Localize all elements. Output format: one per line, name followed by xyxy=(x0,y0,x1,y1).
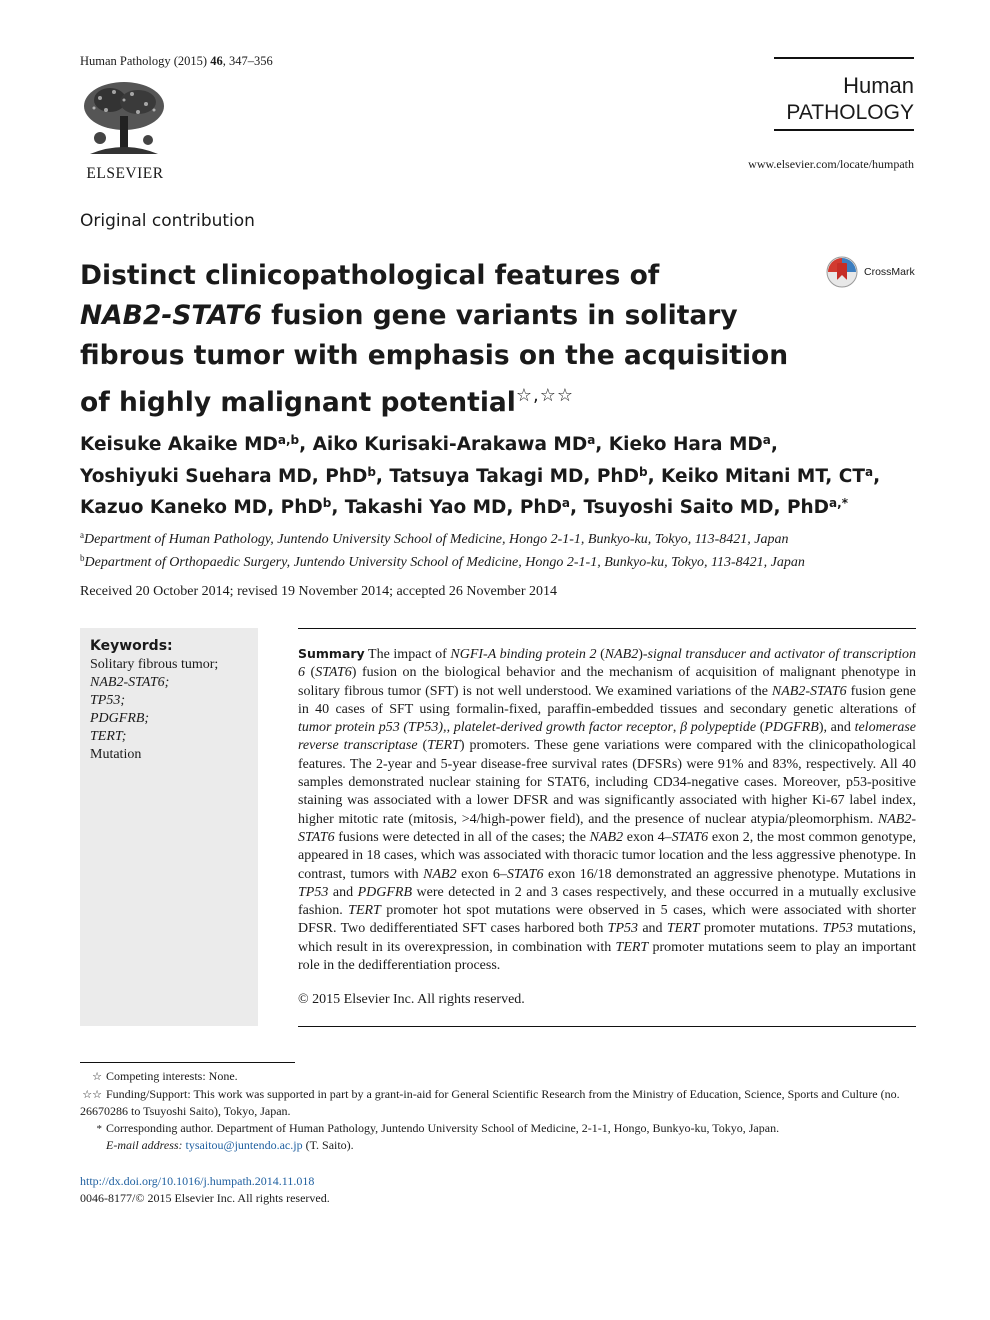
abstract-gene: TERT xyxy=(427,738,460,754)
abstract-gene: TERT xyxy=(615,939,649,955)
section-label: Original contribution xyxy=(80,211,255,231)
abstract-text: , xyxy=(672,720,681,736)
brand-line-human: Human xyxy=(843,73,914,98)
abstract-gene: NAB2-STAT6 xyxy=(771,683,847,699)
article-history-dates: Received 20 October 2014; revised 19 November 2014; accepted 26 November 2014 xyxy=(80,584,558,599)
footnote-mark: * xyxy=(96,1122,102,1135)
keywords-panel xyxy=(80,628,258,1026)
journal-brand xyxy=(774,57,914,131)
crossmark-button[interactable] xyxy=(826,256,918,292)
footnote-email xyxy=(80,1137,920,1154)
author-separator: , xyxy=(299,434,313,455)
footnote-mark: ☆ xyxy=(92,1071,102,1083)
author-affiliation-mark[interactable]: a xyxy=(762,433,771,447)
author-name[interactable]: Keiko Mitani MT, CT xyxy=(661,465,865,487)
abstract-text: ) promoters. These gene variations were compared with the clinicopathological features. The 2-year and 5-year disease-free survival rates (DFSRs) were 91% and 83%, respectively. All 40 samples demonstrated nuclear staining for STAT6, including CD34-negative cases. Moreover, p53-positive staining was associated with a lower DFSR and was significantly associated with higher Ki-67 label index, higher mitotic rate (mitosis, >4/high-power field), and the presence of nuclear atypia/pleomorphism. xyxy=(298,738,917,827)
title-gene-name: NAB2-STAT6 xyxy=(80,300,262,331)
crossmark-icon xyxy=(826,256,858,288)
title-footnote-marks[interactable]: ☆,☆☆ xyxy=(515,385,575,406)
abstract-text: fusions were detected in all of the cases; the xyxy=(334,829,590,845)
author-affiliation-mark[interactable]: b xyxy=(638,464,648,479)
footnotes xyxy=(80,1068,920,1154)
abstract-text: and xyxy=(638,921,667,937)
author-line-2 xyxy=(80,459,920,491)
elsevier-logo xyxy=(80,80,170,180)
email-link[interactable]: tysaitou@juntendo.ac.jp xyxy=(185,1138,303,1153)
affiliation-text: Department of Orthopaedic Surgery, Juntendo University School of Medicine, Hongo 2-1-1, Bunkyo-ku, Tokyo, 113-8421, Japan xyxy=(84,555,805,570)
author-separator: , xyxy=(570,497,584,518)
author-separator: , xyxy=(595,434,609,455)
abstract-text: exon 4– xyxy=(623,829,672,845)
abstract-text: ( xyxy=(305,665,316,681)
author-line-3 xyxy=(80,490,920,522)
abstract-gene: β polypeptide xyxy=(680,720,757,736)
abstract-gene: NAB2 xyxy=(423,866,457,882)
keyword-item[interactable]: NAB2-STAT6; xyxy=(90,675,170,690)
elsevier-tree-icon xyxy=(80,80,168,158)
abstract-gene: TERT xyxy=(666,921,700,937)
abstract-text: and xyxy=(328,884,358,900)
author-affiliation-mark[interactable]: a,* xyxy=(829,496,848,510)
abstract-gene: STAT6 xyxy=(671,829,709,845)
footnote-rule xyxy=(80,1062,295,1063)
abstract-summary xyxy=(298,645,916,975)
keyword-item[interactable]: Mutation xyxy=(90,747,142,762)
abstract-text: promoter mutations. xyxy=(699,921,823,937)
author-name[interactable]: Tsuyoshi Saito MD, PhD xyxy=(583,497,830,518)
abstract-text: ( xyxy=(596,647,605,662)
abstract-gene: PDGFRB xyxy=(357,884,413,900)
abstract-lead: Summary xyxy=(298,646,365,661)
brand-rule-bottom xyxy=(774,129,914,131)
abstract-text: exon 2, the most common genotype, appeared in 18 cases, which was associated with thoracic tumor location and the less aggressive phenotype. In contrast, tumors with xyxy=(298,829,916,882)
abstract-copyright: © 2015 Elsevier Inc. All rights reserved. xyxy=(298,992,525,1007)
affiliations xyxy=(80,526,920,572)
author-name[interactable]: Kieko Hara MD xyxy=(608,434,763,455)
author-line-1 xyxy=(80,427,920,459)
abstract-text: ), and xyxy=(818,720,855,736)
abstract-gene: STAT6 xyxy=(506,866,544,882)
keywords-heading: Keywords: xyxy=(90,638,173,654)
author-affiliation-mark[interactable]: b xyxy=(322,496,332,510)
author-separator: , xyxy=(375,465,390,487)
abstract-text: exon 6– xyxy=(456,866,507,882)
abstract-gene: TP53 xyxy=(298,884,329,900)
title-line-3: fibrous tumor with emphasis on the acquisition xyxy=(80,340,789,371)
abstract-gene: TP53 xyxy=(822,921,853,937)
abstract-text: ) fusion on the biological behavior and the mechanism of acquisition of malignant phenotype in solitary fibrous tumor (SFT) is not well understood. We examined variations of the xyxy=(298,665,916,699)
author-separator: , xyxy=(873,465,881,487)
journal-volume: 46 xyxy=(210,54,223,68)
abstract-gene: NGFI-A binding protein 2 xyxy=(450,647,597,662)
title-line-4-text: of highly malignant potential xyxy=(80,387,516,418)
abstract-gene: NAB2 xyxy=(589,829,624,845)
affiliation-a xyxy=(80,526,920,549)
elsevier-wordmark: ELSEVIER xyxy=(86,165,164,182)
abstract-text: )- xyxy=(638,647,648,662)
author-affiliation-mark[interactable]: b xyxy=(367,464,376,479)
abstract-gene: NAB2-STAT6 xyxy=(298,811,916,845)
abstract-text: , xyxy=(446,720,454,736)
abstract-rule-bottom xyxy=(298,1026,916,1027)
abstract-text: ( xyxy=(756,720,765,736)
affiliation-mark: b xyxy=(80,553,85,563)
abstract-gene: NAB2 xyxy=(604,647,639,662)
author-name[interactable]: Aiko Kurisaki-Arakawa MD xyxy=(312,434,588,455)
journal-url-link[interactable]: www.elsevier.com/locate/humpath xyxy=(748,157,914,171)
footnote-competing-interests xyxy=(80,1068,920,1086)
keyword-item[interactable]: TP53; xyxy=(90,693,125,708)
abstract-gene: STAT6 xyxy=(315,665,352,681)
author-name[interactable]: Takashi Yao MD, PhD xyxy=(344,497,562,518)
abstract-text: mutations, which result in its overexpression, in combination with xyxy=(298,921,916,955)
footnote-text: Corresponding author. Department of Human Pathology, Juntendo University School of Medicine, 2-1-1, Hongo, Bunkyo-ku, Tokyo, Japan. xyxy=(106,1120,780,1135)
author-separator: , xyxy=(331,497,345,518)
keyword-item[interactable]: Solitary fibrous tumor; xyxy=(90,657,219,672)
affiliation-text: Department of Human Pathology, Juntendo University School of Medicine, Hongo 2-1-1, Bunkyo-ku, Tokyo, 113-8421, Japan xyxy=(84,532,789,547)
abstract-gene: TP53 xyxy=(607,921,638,937)
author-name[interactable]: Keisuke Akaike MD xyxy=(80,434,278,455)
journal-name: Human Pathology xyxy=(80,54,171,68)
author-affiliation-mark[interactable]: a,b xyxy=(277,433,300,447)
footnote-funding xyxy=(80,1086,920,1120)
affiliation-mark: a xyxy=(80,530,84,540)
email-label: E-mail address: xyxy=(106,1138,183,1153)
crossmark-label: CrossMark xyxy=(864,266,915,278)
title-line-2 xyxy=(80,296,800,336)
author-separator: , xyxy=(647,465,662,487)
abstract-text: fusion gene in 40 cases of SFT using formalin-fixed, paraffin-embedded tissues and secondary genetic alterations of xyxy=(298,683,916,717)
keyword-item[interactable]: PDGFRB; xyxy=(90,711,150,726)
abstract-gene: platelet-derived growth factor receptor xyxy=(453,720,673,736)
abstract-rule-top xyxy=(298,628,916,629)
footnote-text: Funding/Support: This work was supported in part by a grant-in-aid for General Scientific Research from the Ministry of Education, Science, Sports and Culture (no. 26670286 to Tsuyoshi Saito), Tokyo, Japan. xyxy=(80,1086,900,1119)
footnote-mark: ☆☆ xyxy=(82,1088,102,1101)
journal-citation xyxy=(80,54,273,69)
brand-line-pathology: PATHOLOGY xyxy=(786,101,914,124)
email-suffix: (T. Saito). xyxy=(302,1138,354,1153)
keyword-item[interactable]: TERT; xyxy=(90,729,127,744)
author-name[interactable]: Tatsuya Takagi MD, PhD xyxy=(389,465,639,487)
author-affiliation-mark[interactable]: a xyxy=(587,433,596,447)
abstract-text: promoter mutations seem to play an important role in the dedifferentiation process. xyxy=(298,939,917,974)
footnote-corresponding-author xyxy=(80,1120,920,1138)
title-line-4 xyxy=(80,376,800,423)
footnote-text: Competing interests: None. xyxy=(106,1069,238,1083)
abstract-text: exon 16/18 demonstrated an aggressive phenotype. Mutations in xyxy=(543,866,916,882)
article-title xyxy=(80,256,800,423)
author-affiliation-mark[interactable]: a xyxy=(561,496,571,510)
title-line-1: Distinct clinicopathological features of xyxy=(80,260,660,291)
journal-year: (2015) xyxy=(173,54,208,68)
author-affiliation-mark[interactable]: a xyxy=(864,464,874,479)
abstract-gene: telomerase reverse transcriptase xyxy=(298,720,917,754)
author-separator: , xyxy=(770,434,778,455)
abstract-gene: PDGFRB xyxy=(764,720,819,736)
abstract-text: The impact of xyxy=(364,647,451,662)
abstract-gene: TERT xyxy=(348,903,381,919)
author-list xyxy=(80,427,920,522)
abstract-gene: signal transducer and activator of transcription 6 xyxy=(298,647,916,681)
doi-link[interactable]: http://dx.doi.org/10.1016/j.humpath.2014.11.018 xyxy=(80,1174,315,1188)
title-line-2-text: fusion gene variants in solitary xyxy=(261,300,738,331)
issn-copyright: 0046-8177/© 2015 Elsevier Inc. All rights reserved. xyxy=(80,1191,330,1205)
author-name[interactable]: Kazuo Kaneko MD, PhD xyxy=(80,497,323,518)
journal-pages: , 347–356 xyxy=(222,54,273,68)
abstract-text: were detected in 2 and 3 cases respectively, and these occurred in a mutually exclusive fashion. xyxy=(298,884,916,919)
abstract-gene: tumor protein p53 (TP53), xyxy=(298,720,447,736)
affiliation-b xyxy=(80,549,920,572)
abstract-text: ( xyxy=(417,738,428,754)
author-name[interactable]: Yoshiyuki Suehara MD, PhD xyxy=(80,465,368,487)
abstract-text: promoter hot spot mutations were observed in 5 cases, which were associated with shorter DFSR. Two dedifferentiated SFT cases harbored both xyxy=(298,903,916,937)
